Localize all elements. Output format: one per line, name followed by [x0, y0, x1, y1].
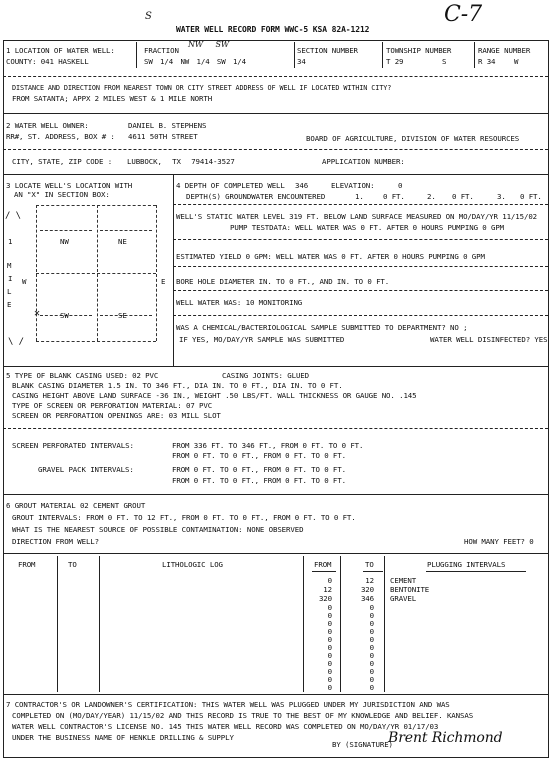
- frame-right: [548, 40, 549, 758]
- plug-to-cell: 0: [369, 683, 374, 692]
- range-value: R 34: [478, 57, 496, 66]
- locate-label-2: AN "X" IN SECTION BOX:: [14, 190, 110, 199]
- plug-to-cell: 0: [369, 675, 374, 684]
- elevation-value: 0: [398, 181, 403, 190]
- groundwater-label: DEPTH(S) GROUNDWATER ENCOUNTERED: [186, 192, 326, 201]
- casing-height-line: CASING HEIGHT ABOVE LAND SURFACE -36 IN., WEIGHT .50 LBS/FT. WALL THICKNESS OR GAUGE NO. .145: [12, 391, 417, 400]
- distance-question: DISTANCE AND DIRECTION FROM NEAREST TOWN OR CITY STREET ADDRESS OF WELL IF LOCATED WITHIN CITY?: [12, 84, 392, 92]
- frame-left: [3, 40, 4, 758]
- plug-to-cell: 0: [369, 659, 374, 668]
- header-mark: S: [145, 11, 152, 22]
- gw-1-value: 0 FT.: [383, 192, 405, 201]
- elevation-label: ELEVATION:: [331, 181, 375, 190]
- disinfected-line: WATER WELL DISINFECTED? YES: [430, 335, 548, 344]
- section-number-value: 34: [297, 57, 306, 66]
- plug-to-cell: 0: [369, 611, 374, 620]
- plug-to-cell: 0: [369, 643, 374, 652]
- range-direction: W: [514, 57, 519, 66]
- se-quadrant-label: SE: [118, 311, 127, 320]
- openings-line: SCREEN OR PERFORATION OPENINGS ARE: 03 MILL SLOT: [12, 411, 221, 420]
- cert-line-2: COMPLETED ON (MO/DAY/YEAR) 11/15/02 AND THIS RECORD IS TRUE TO THE BEST OF MY KNOWLEDGE AND BELIEF. KANSAS: [12, 711, 474, 720]
- cert-line-1: 7 CONTRACTOR'S OR LANDOWNER'S CERTIFICATION: THIS WATER WELL WAS PLUGGED UNDER MY JURISDICTION AND WAS: [6, 700, 450, 709]
- frame-top: [3, 40, 548, 41]
- static-level-line: WELL'S STATIC WATER LEVEL 319 FT. BELOW LAND SURFACE MEASURED ON MO/DAY/YR 11/15/02: [176, 212, 538, 221]
- plug-to-header: TO: [365, 560, 374, 569]
- plug-to-cell: 0: [369, 603, 374, 612]
- fraction-value: SW 1/4 NW 1/4 SW 1/4: [144, 57, 246, 66]
- plug-from-cell: 320: [318, 594, 332, 603]
- cert-line-3: WATER WELL CONTRACTOR'S LICENSE NO. 145 THIS WATER WELL RECORD WAS COMPLETED ON MO/DAY/YR 01/17/03: [12, 722, 439, 731]
- n-marker: 1: [8, 237, 13, 246]
- estimated-yield-line: ESTIMATED YIELD 0 GPM: WELL WATER WAS 0 FT. AFTER 0 HOURS PUMPING 0 GPM: [176, 252, 485, 261]
- casing-diameter-line: BLANK CASING DIAMETER 1.5 IN. TO 346 FT., DIA IN. TO 0 FT., DIA IN. TO 0 FT.: [12, 381, 343, 390]
- owner-value: DANIEL B. STEPHENS: [128, 121, 207, 130]
- log-to-header: TO: [68, 560, 77, 569]
- ne-quadrant-label: NE: [118, 237, 127, 246]
- plug-from-cell: 12: [323, 585, 332, 594]
- log-from-header: FROM: [18, 560, 36, 569]
- gw-2-value: 0 FT.: [452, 192, 474, 201]
- township-label: TOWNSHIP NUMBER: [386, 46, 452, 55]
- pump-test-line: PUMP TESTDATA: WELL WATER WAS 0 FT. AFTER 0 HOURS PUMPING 0 GPM: [230, 223, 505, 232]
- plug-to-cell: 0: [369, 651, 374, 660]
- plug-desc-cell: GRAVEL: [390, 594, 417, 603]
- township-direction: S: [442, 57, 447, 66]
- mile-letter: M: [7, 261, 12, 270]
- well-x-mark-icon: ✕: [34, 308, 40, 319]
- plug-from-cell: 0: [327, 659, 332, 668]
- gw-1-label: 1.: [355, 192, 364, 201]
- township-value: T 29: [386, 57, 404, 66]
- mile-letter: E: [7, 300, 12, 309]
- fraction-label: FRACTION: [144, 46, 179, 55]
- plug-desc-cell: CEMENT: [390, 576, 417, 585]
- location-label: 1 LOCATION OF WATER WELL:: [6, 46, 115, 55]
- casing-joints-line: CASING JOINTS: GLUED: [222, 371, 309, 380]
- signature-label: BY (SIGNATURE): [332, 740, 393, 749]
- gw-3-label: 3.: [497, 192, 506, 201]
- gw-2-label: 2.: [427, 192, 436, 201]
- plug-desc-cell: BENTONITE: [390, 585, 430, 594]
- plug-to-cell: 346: [360, 594, 374, 603]
- direction-line: DIRECTION FROM WELL?: [12, 537, 99, 546]
- plug-from-cell: 0: [327, 619, 332, 628]
- signature: Brent Richmond: [388, 730, 503, 746]
- plug-from-cell: 0: [327, 635, 332, 644]
- plug-from-cell: 0: [327, 651, 332, 660]
- plug-to-cell: 12: [365, 576, 374, 585]
- plug-from-cell: 0: [327, 576, 332, 585]
- locate-label-1: 3 LOCATE WELL'S LOCATION WITH: [6, 181, 133, 190]
- plug-from-cell: 0: [327, 627, 332, 636]
- lithologic-log-header: LITHOLOGIC LOG: [162, 560, 223, 569]
- sw-quadrant-label: SW: [60, 311, 69, 320]
- well-water-use-line: WELL WATER WAS: 10 MONITORING: [176, 298, 303, 307]
- range-label: RANGE NUMBER: [478, 46, 531, 55]
- plug-to-cell: 0: [369, 635, 374, 644]
- plug-to-cell: 0: [369, 619, 374, 628]
- gw-3-value: 0 FT.: [520, 192, 542, 201]
- bore-hole-line: BORE HOLE DIAMETER IN. TO 0 FT., AND IN. TO 0 FT.: [176, 277, 390, 286]
- plug-from-header: FROM: [314, 560, 332, 569]
- gravel-interval-row: FROM 0 FT. TO 0 FT., FROM 0 FT. TO 0 FT.: [172, 476, 346, 485]
- city-label: CITY, STATE, ZIP CODE :: [12, 157, 113, 166]
- plug-from-cell: 0: [327, 611, 332, 620]
- plug-from-cell: 0: [327, 675, 332, 684]
- grout-material-line: 6 GROUT MATERIAL 02 CEMENT GROUT: [6, 501, 146, 510]
- screen-intervals-label: SCREEN PERFORATED INTERVALS:: [12, 441, 134, 450]
- depth-label: 4 DEPTH OF COMPLETED WELL: [176, 181, 285, 190]
- board-label: BOARD OF AGRICULTURE, DIVISION OF WATER RESOURCES: [306, 134, 520, 143]
- plug-from-cell: 0: [327, 603, 332, 612]
- application-number-label: APPLICATION NUMBER:: [322, 157, 405, 166]
- plug-from-cell: 0: [327, 683, 332, 692]
- gravel-interval-row: FROM 0 FT. TO 0 FT., FROM 0 FT. TO 0 FT.: [172, 465, 346, 474]
- address-value: 4611 50TH STREET: [128, 132, 198, 141]
- owner-label: 2 WATER WELL OWNER:: [6, 121, 89, 130]
- arrow-bottom-icon: \ /: [8, 337, 24, 347]
- contamination-line: WHAT IS THE NEAREST SOURCE OF POSSIBLE CONTAMINATION: NONE OBSERVED: [12, 525, 304, 534]
- distance-answer: FROM SATANTA; APPX 2 MILES WEST & 1 MILE NORTH: [12, 94, 213, 103]
- plug-to-cell: 320: [360, 585, 374, 594]
- city-value: LUBBOCK, TX 79414-3527: [127, 157, 235, 166]
- screen-interval-row: FROM 336 FT. TO 346 FT., FROM 0 FT. TO 0 FT.: [172, 441, 364, 450]
- plug-from-cell: 0: [327, 667, 332, 676]
- plug-from-cell: 0: [327, 643, 332, 652]
- fraction-handwriting: NW SW: [188, 40, 229, 49]
- address-label: RR#, ST. ADDRESS, BOX # :: [6, 132, 115, 141]
- mile-letter: L: [7, 287, 12, 296]
- how-many-feet-line: HOW MANY FEET? 0: [464, 537, 534, 546]
- nw-quadrant-label: NW: [60, 237, 69, 246]
- form-title: WATER WELL RECORD FORM WWC-5 KSA 82A-1212: [176, 25, 370, 34]
- depth-value: 346: [295, 181, 309, 190]
- east-label: E: [161, 277, 166, 286]
- grout-intervals-line: GROUT INTERVALS: FROM 0 FT. TO 12 FT., FROM 0 FT. TO 0 FT., FROM 0 FT. TO 0 FT.: [12, 513, 356, 522]
- mile-letter: I: [8, 274, 13, 283]
- west-label: W: [22, 277, 27, 286]
- arrow-top-icon: / \: [5, 211, 21, 221]
- sample-question: WAS A CHEMICAL/BACTERIOLOGICAL SAMPLE SUBMITTED TO DEPARTMENT? NO ;: [176, 323, 468, 332]
- screen-interval-row: FROM 0 FT. TO 0 FT., FROM 0 FT. TO 0 FT.: [172, 451, 346, 460]
- cert-line-4: UNDER THE BUSINESS NAME OF HENKLE DRILLING & SUPPLY: [12, 733, 234, 742]
- county-value: COUNTY: 041 HASKELL: [6, 57, 89, 66]
- plug-to-cell: 0: [369, 667, 374, 676]
- frame-bottom: [3, 757, 548, 758]
- gravel-intervals-label: GRAVEL PACK INTERVALS:: [38, 465, 134, 474]
- casing-used-line: 5 TYPE OF BLANK CASING USED: 02 PVC: [6, 371, 159, 380]
- handwritten-label: C-7: [444, 2, 482, 27]
- plugging-intervals-header: PLUGGING INTERVALS: [427, 560, 506, 569]
- section-number-label: SECTION NUMBER: [297, 46, 358, 55]
- screen-type-line: TYPE OF SCREEN OR PERFORATION MATERIAL: 07 PVC: [12, 401, 213, 410]
- sample-date-line: IF YES, MO/DAY/YR SAMPLE WAS SUBMITTED: [179, 335, 345, 344]
- plug-to-cell: 0: [369, 627, 374, 636]
